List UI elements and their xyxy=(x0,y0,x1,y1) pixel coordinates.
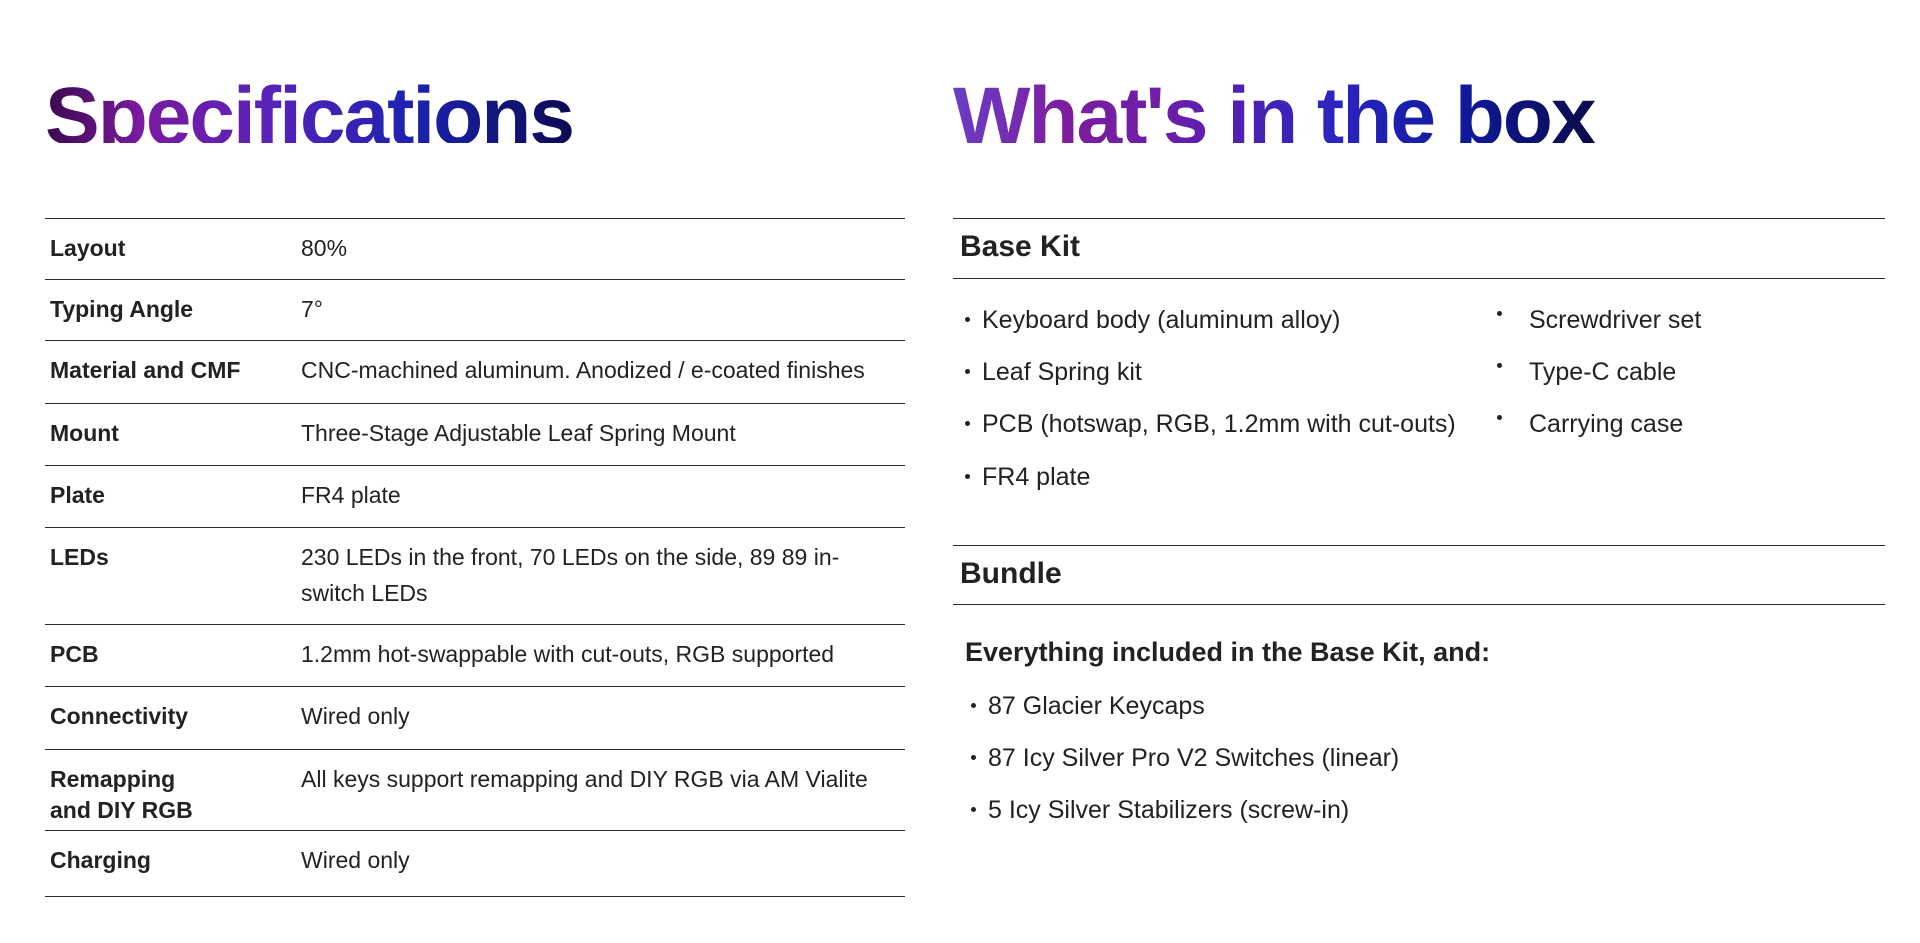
list-item xyxy=(1497,409,1683,439)
spec-label: Connectivity xyxy=(50,703,189,729)
spec-label-line: Remapping xyxy=(50,766,176,792)
bundle-header xyxy=(953,545,1885,605)
list-item xyxy=(971,795,1349,825)
spec-label xyxy=(45,764,301,830)
bullet-icon xyxy=(971,755,976,760)
spec-value: CNC-machined aluminum. Anodized / e-coated finishes xyxy=(301,357,865,383)
spec-value: Three-Stage Adjustable Leaf Spring Mount xyxy=(301,420,736,446)
spec-row-mount xyxy=(45,404,905,466)
specifications-title: Specifications xyxy=(45,0,573,143)
spec-row-leds xyxy=(45,528,905,625)
bullet-icon xyxy=(1497,311,1502,316)
spec-row-remapping xyxy=(45,750,905,831)
spec-label: LEDs xyxy=(50,544,109,570)
spec-label-line: and DIY RGB xyxy=(50,797,193,823)
list-item xyxy=(971,743,1399,773)
bundle-subtitle: Everything included in the Base Kit, and: xyxy=(965,637,1491,667)
spec-value: 1.2mm hot-swappable with cut-outs, RGB supported xyxy=(301,641,835,667)
spec-row-material xyxy=(45,341,905,404)
list-item xyxy=(1497,305,1701,335)
list-item xyxy=(965,305,1341,335)
spec-label: Charging xyxy=(50,847,151,873)
bullet-icon xyxy=(1497,363,1502,368)
list-item-text: 87 Icy Silver Pro V2 Switches (linear) xyxy=(988,744,1400,772)
spec-row-layout xyxy=(45,219,905,280)
spec-row-charging xyxy=(45,831,905,897)
spec-value: 7° xyxy=(301,296,323,322)
spec-row-typing-angle xyxy=(45,280,905,341)
whats-in-the-box-title: What's in the box xyxy=(953,0,1595,143)
spec-value: FR4 plate xyxy=(301,482,401,508)
list-item xyxy=(965,409,1456,439)
spec-row-connectivity xyxy=(45,687,905,750)
list-item-text: Screwdriver set xyxy=(1529,306,1702,334)
spec-value: Wired only xyxy=(301,703,410,729)
bullet-icon xyxy=(965,421,970,426)
list-item xyxy=(965,357,1142,387)
spec-label: Mount xyxy=(50,420,119,446)
list-item-text: Leaf Spring kit xyxy=(982,358,1142,386)
list-item-text: FR4 plate xyxy=(982,463,1091,491)
spec-label: Typing Angle xyxy=(50,296,194,322)
bundle-title: Bundle xyxy=(960,557,1062,590)
spec-value: 230 LEDs in the front, 70 LEDs on the side, 89 89 in-switch LEDs xyxy=(301,544,840,606)
list-item xyxy=(1497,357,1676,387)
spec-label: Material and CMF xyxy=(50,357,241,383)
specifications-section xyxy=(45,0,905,873)
list-item-text: Keyboard body (aluminum alloy) xyxy=(982,306,1341,334)
spec-value: All keys support remapping and DIY RGB via AM Vialite xyxy=(301,766,868,792)
list-item-text: 87 Glacier Keycaps xyxy=(988,692,1205,720)
specifications-table xyxy=(45,218,905,897)
whats-in-the-box-section xyxy=(953,0,1893,824)
spec-label: Plate xyxy=(50,482,105,508)
list-item xyxy=(965,462,1090,492)
spec-value: Wired only xyxy=(301,847,410,873)
bullet-icon xyxy=(965,474,970,479)
base-kit-title: Base Kit xyxy=(960,230,1081,263)
bullet-icon xyxy=(971,807,976,812)
bullet-icon xyxy=(965,317,970,322)
spec-row-plate xyxy=(45,466,905,528)
spec-value: 80% xyxy=(301,235,348,261)
list-item-text: 5 Icy Silver Stabilizers (screw-in) xyxy=(988,796,1350,824)
spec-label: PCB xyxy=(50,641,99,667)
bullet-icon xyxy=(971,703,976,708)
list-item-text: Type-C cable xyxy=(1529,358,1677,386)
list-item-text: Carrying case xyxy=(1529,410,1684,438)
spec-label: Layout xyxy=(50,235,126,261)
spec-row-pcb xyxy=(45,625,905,687)
list-item xyxy=(971,691,1205,721)
bullet-icon xyxy=(1497,415,1502,420)
base-kit-header xyxy=(953,218,1885,279)
list-item-text: PCB (hotswap, RGB, 1.2mm with cut-outs) xyxy=(982,410,1456,438)
bullet-icon xyxy=(965,369,970,374)
